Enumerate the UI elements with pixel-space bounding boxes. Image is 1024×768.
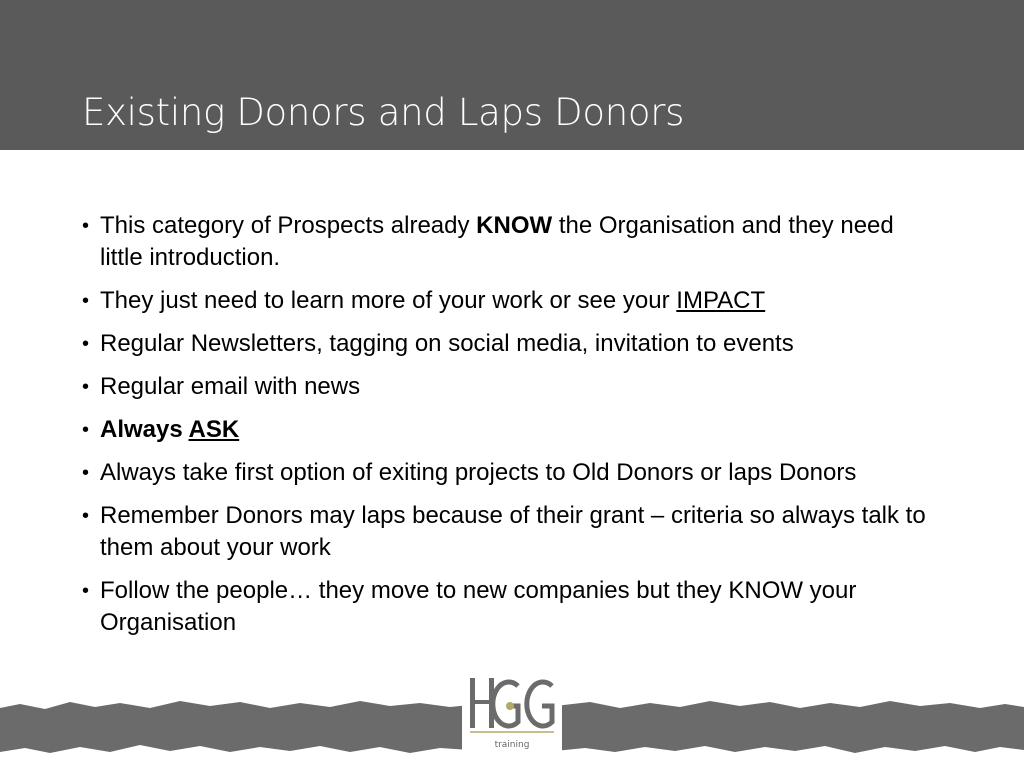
- bullet-item: [82, 210, 942, 274]
- bullet-text: Regular Newsletters, tagging on social media, invitation to events: [100, 330, 794, 357]
- bullet-item: [82, 457, 942, 489]
- bullet-dot-icon: •: [82, 505, 90, 527]
- bullet-dot-icon: •: [82, 333, 90, 355]
- bullet-item: [82, 285, 942, 317]
- bullet-dot-icon: •: [82, 580, 90, 602]
- bullet-text: Always take first option of exiting projects to Old Donors or laps Donors: [100, 459, 857, 486]
- bullet-text: IMPACT: [676, 287, 766, 314]
- bullet-item: [82, 371, 942, 403]
- title-bar: [0, 0, 1024, 150]
- bullet-dot-icon: •: [82, 419, 90, 441]
- bullet-list: [82, 210, 942, 650]
- bullet-text: the Organisation and they need little introduction.: [100, 212, 894, 271]
- bullet-item: [82, 575, 942, 639]
- bullet-text: They just need to learn more of your work or see your: [100, 287, 677, 314]
- bullet-item: [82, 414, 942, 446]
- bullet-text: KNOW: [476, 212, 553, 239]
- bullet-dot-icon: •: [82, 376, 90, 398]
- bullet-item: [82, 500, 942, 564]
- bullet-dot-icon: •: [82, 290, 90, 312]
- bullet-text: Follow the people… they move to new companies but they KNOW your Organisation: [100, 577, 857, 636]
- hgg-logo: [462, 666, 562, 766]
- bullet-item: [82, 328, 942, 360]
- bullet-text: This category of Prospects already: [100, 212, 477, 239]
- bullet-text: Regular email with news: [100, 373, 361, 400]
- bullet-dot-icon: •: [82, 462, 90, 484]
- logo-caption: training: [494, 740, 530, 750]
- bullet-text: Always: [100, 416, 189, 443]
- bullet-dot-icon: •: [82, 215, 90, 237]
- bullet-text: Remember Donors may laps because of their grant – criteria so always talk to them about your work: [100, 502, 926, 561]
- slide-title: Existing Donors and Laps Donors: [82, 91, 685, 134]
- bullet-text: ASK: [188, 416, 240, 443]
